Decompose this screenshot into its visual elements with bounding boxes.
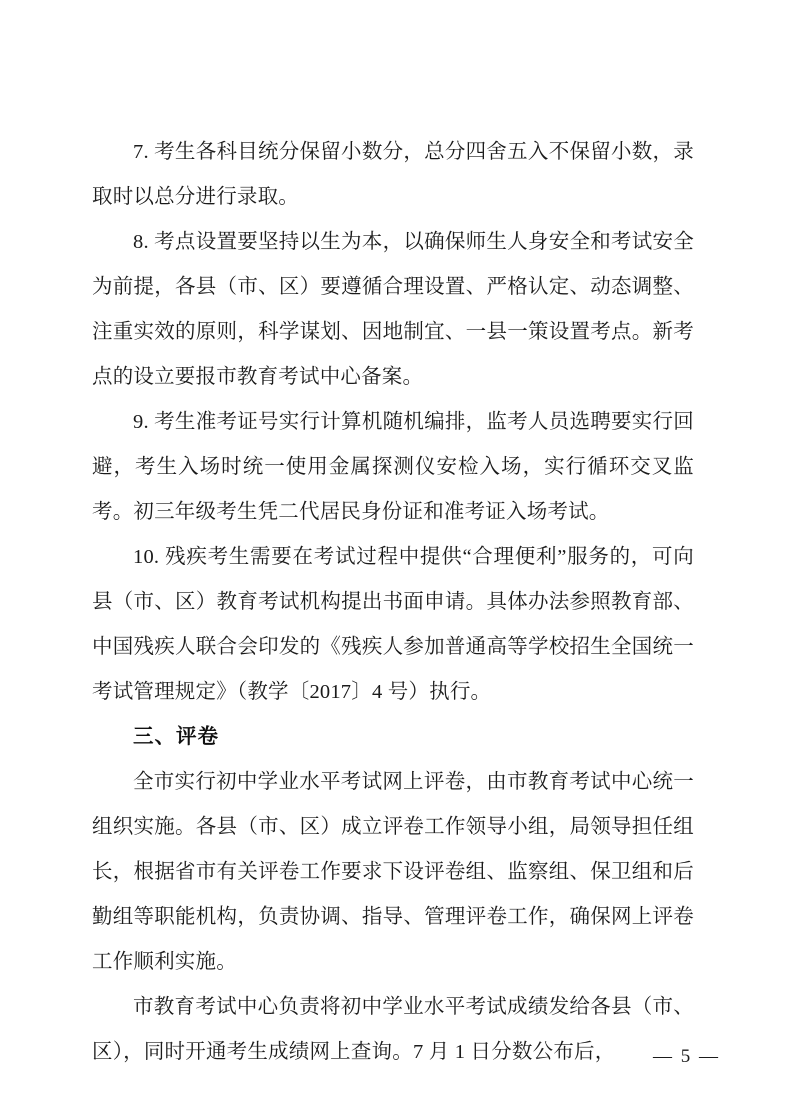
paragraph-item-9: 9. 考生准考证号实行计算机随机编排，监考人员选聘要实行回避，考生入场时统一使用金属探测仪安检入场，实行循环交叉监考。初三年级考生凭二代居民身份证和准考证入场考试。 — [92, 411, 694, 523]
page-number: — 5 — — [653, 1046, 720, 1067]
paragraph-section-2: 市教育考试中心负责将初中学业水平考试成绩发给各县（市、区），同时开通考生成绩网上查询。7 月 1 日分数公布后， — [92, 996, 694, 1063]
paragraph-item-7: 7. 考生各科目统分保留小数分，总分四舍五入不保留小数，录取时以总分进行录取。 — [92, 141, 694, 208]
paragraph-item-10: 10. 残疾考生需要在考试过程中提供“合理便利”服务的，可向县（市、区）教育考试机构提出书面申请。具体办法参照教育部、中国残疾人联合会印发的《残疾人参加普通高等学校招生全国统一考试管理规定》（教学〔2017〕4 号）执行。 — [92, 546, 694, 703]
paragraph-section-1: 全市实行初中学业水平考试网上评卷，由市教育考试中心统一组织实施。各县（市、区）成立评卷工作领导小组，局领导担任组长，根据省市有关评卷工作要求下设评卷组、监察组、保卫组和后勤组等职能机构，负责协调、指导、管理评卷工作，确保网上评卷工作顺利实施。 — [92, 771, 694, 973]
section-heading-evaluation: 三、评卷 — [133, 726, 219, 748]
paragraph-item-8: 8. 考点设置要坚持以生为本，以确保师生人身安全和考试安全为前提，各县（市、区）要遵循合理设置、严格认定、动态调整、注重实效的原则，科学谋划、因地制宜、一县一策设置考点。新考点的设立要报市教育考试中心备案。 — [92, 231, 694, 388]
